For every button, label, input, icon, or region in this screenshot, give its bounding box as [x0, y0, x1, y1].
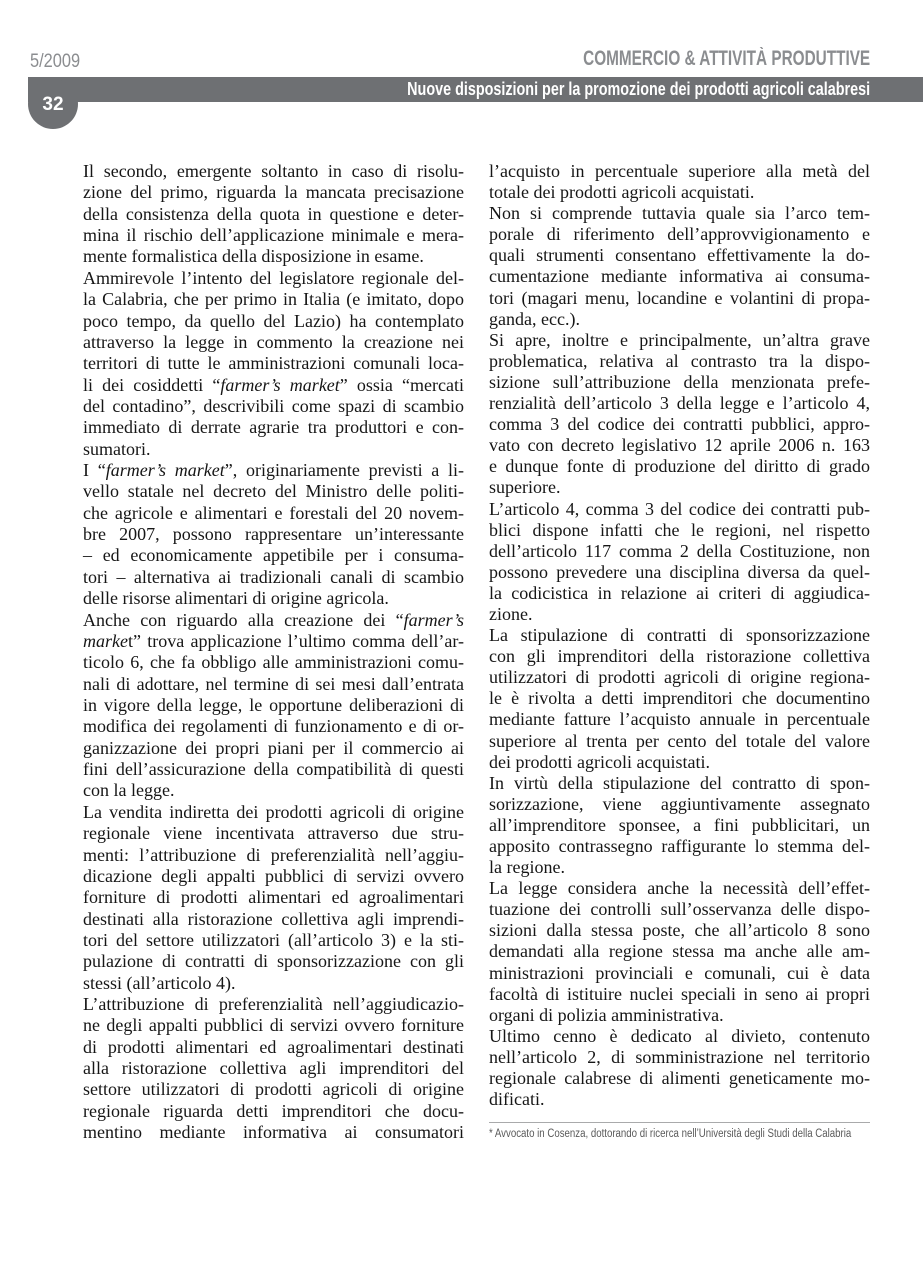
text-line: regionale riguarda detti imprenditori che docu-	[83, 1100, 464, 1121]
paragraph	[489, 499, 870, 626]
text-line: mente formalistica della disposizione in esame.	[83, 246, 424, 267]
text-line: bre 2007, possono rappresentare un’interessante	[83, 524, 464, 545]
text-line: che agricole e alimentari e forestali del 20 novem-	[83, 502, 464, 523]
text-line: superiore al trenta per cento del totale del valore	[489, 730, 870, 751]
text-line: comma 3 del codice dei contratti pubblici, appro-	[489, 414, 870, 435]
paragraph	[489, 330, 870, 499]
text-line: tuazione dei controlli sull’osservanza delle dispo-	[489, 899, 870, 920]
text-line: tori – alternativa ai tradizionali canali di scambio	[83, 566, 464, 587]
text-line: dei prodotti agricoli acquistati.	[489, 751, 710, 772]
text-line: tori (magari menu, locandine e volantini di propa-	[489, 287, 870, 308]
text-line: facoltà di istituire nuclei speciali in seno ai propri	[489, 983, 870, 1004]
text-line: mentino mediante informativa ai consumatori	[83, 1122, 464, 1143]
text-run: li dei cosiddetti “	[83, 374, 221, 395]
text-line: immediato di derrate agrarie tra produttori e con-	[83, 417, 464, 438]
text-line: l’acquisto in percentuale superiore alla metà del	[489, 161, 870, 181]
section-title-box	[583, 48, 870, 70]
text-line: ganda, ecc.).	[489, 308, 580, 329]
text-run: ” ossia “mercati	[339, 374, 464, 395]
text-line: la codicistica in relazione ai criteri di aggiudica-	[489, 582, 870, 603]
text-line: le è rivolta a detti imprenditori che documentino	[489, 688, 870, 709]
text-line: sorizzazione, viene aggiuntivamente assegnato	[489, 793, 870, 814]
text-line: In virtù della stipulazione del contratto di spon-	[489, 772, 870, 793]
text-line: poco tempo, da quello del Lazio) ha contemplato	[83, 310, 464, 331]
issue-label-box	[30, 51, 80, 73]
text-line: La vendita indiretta dei prodotti agricoli di origine	[83, 801, 464, 822]
text-line	[83, 460, 464, 481]
text-line: all’imprenditore sponsee, a fini pubblicitari, un	[489, 814, 870, 835]
text-line: fini dell’assicurazione della compatibilità di questi	[83, 759, 464, 780]
text-line: ministrazioni provinciali e comunali, cui è data	[489, 962, 870, 983]
article-title-box	[407, 77, 870, 102]
text-line: stessi (all’articolo 4).	[83, 972, 236, 993]
text-run: Anche con riguardo alla creazione dei “	[83, 609, 404, 630]
text-line: di prodotti alimentari ed agroalimentari destinati	[83, 1036, 464, 1057]
left-column	[83, 161, 464, 1144]
text-run: t” trova applicazione l’ultimo comma dell’ar-	[127, 630, 464, 651]
text-line: L’articolo 4, comma 3 del codice dei contratti pub-	[489, 498, 870, 519]
text-line: con gli imprenditori della ristorazione collettiva	[489, 646, 870, 667]
text-line: quali strumenti consentano effettivamente la do-	[489, 245, 870, 266]
text-line: attraverso la legge in commento la creazione nei	[83, 331, 464, 352]
page-number-badge	[28, 79, 78, 129]
text-line: zione del primo, riguarda la mancata precisazione	[83, 182, 464, 203]
text-line: possono prevedere una disciplina diversa da quel-	[489, 561, 870, 582]
text-line: sizioni dalla stessa poste, che all’articolo 8 sono	[489, 920, 870, 941]
text-line: pulazione di contratti di sponsorizzazione con gli	[83, 951, 464, 972]
text-line: Ammirevole l’intento del legislatore regionale del-	[83, 267, 464, 288]
footnote-rule	[489, 1122, 870, 1123]
section-title: COMMERCIO & ATTIVITÀ PRODUTTIVE	[582, 47, 870, 70]
text-line: vello statale nel decreto del Ministro delle politi-	[83, 481, 464, 502]
article-title: Nuove disposizioni per la promozione dei prodotti agricoli calabresi	[407, 79, 870, 99]
paragraph	[83, 161, 464, 268]
text-line: apposito contrassegno raffigurante lo stemma del-	[489, 836, 870, 856]
italic-text: farmer’s	[403, 609, 464, 630]
text-line: mediante fatture l’acquisto annuale in percentuale	[489, 709, 870, 730]
text-line: con la legge.	[83, 780, 175, 801]
paragraph	[489, 1026, 870, 1110]
text-line: la Calabria, che per primo in Italia (e imitato, dopo	[83, 289, 464, 310]
text-line: L’attribuzione di preferenzialità nell’aggiudicazio-	[83, 994, 464, 1015]
paragraph	[83, 460, 464, 610]
paragraph	[489, 773, 870, 878]
text-line: alla ristorazione collettiva agli imprenditori del	[83, 1058, 464, 1079]
italic-text: farmer’s market	[105, 460, 225, 481]
text-line: regionale viene incentivata attraverso due stru-	[83, 823, 464, 844]
text-line: porale di riferimento dell’approvvigionamento e	[489, 224, 870, 245]
text-line: Non si comprende tuttavia quale sia l’arco tem-	[489, 203, 870, 224]
text-line: organi di polizia amministrativa.	[489, 1004, 724, 1025]
text-line: nell’articolo 2, di somministrazione nel territorio	[489, 1046, 870, 1067]
text-line: mina il rischio dell’applicazione minimale e mera-	[83, 225, 464, 246]
paragraph	[489, 625, 870, 773]
paragraph	[489, 203, 870, 330]
text-line: del contadino”, descrivibili come spazi di scambio	[83, 395, 464, 416]
text-line: renzialità dell’articolo 3 della legge e l’articolo 4,	[489, 393, 870, 414]
text-line: dificati.	[489, 1089, 545, 1110]
issue-number: 5/2009	[30, 51, 81, 72]
text-line: nali di adottare, nel termine di sei mesi dall’entrata	[83, 673, 464, 694]
right-column	[489, 161, 870, 1110]
paragraph	[83, 610, 464, 802]
text-line: vato con decreto legislativo 12 aprile 2006 n. 163	[489, 435, 870, 456]
text-line: La stipulazione di contratti di sponsorizzazione	[489, 625, 870, 646]
text-line: territori di tutte le amministrazioni comunali loca-	[83, 353, 464, 374]
text-line: ne degli appalti pubblici di servizi ovvero forniture	[83, 1015, 464, 1036]
text-line: sizione sull’attribuzione della menzionata prefe-	[489, 371, 870, 392]
text-line: forniture di prodotti alimentari ed agroalimentari	[83, 887, 464, 908]
italic-text: marke	[83, 630, 128, 651]
text-line: la regione.	[489, 857, 565, 878]
text-line: delle risorse alimentari di origine agricola.	[83, 588, 389, 609]
text-line: tori del settore utilizzatori (all’articolo 3) e la sti-	[83, 929, 464, 950]
paragraph	[83, 268, 464, 460]
paragraph	[83, 994, 464, 1144]
text-line	[83, 375, 464, 396]
paragraph	[83, 802, 464, 994]
text-line: in vigore della legge, le opportune deliberazioni di	[83, 694, 464, 715]
text-run: ”, originariamente previsti a li-	[224, 460, 464, 481]
page-number: 32	[42, 93, 64, 115]
text-line: della consistenza della quota in questione e deter-	[83, 203, 464, 224]
footnote: * Avvocato in Cosenza, dottorando di ricerca nell’Università degli Studi della Calabria	[489, 1128, 852, 1140]
text-line: ganizzazione dei propri piani per il commercio ai	[83, 737, 464, 758]
footnote-box	[489, 1127, 851, 1142]
text-line: cumentazione mediante informativa ai consuma-	[489, 266, 870, 287]
text-line: utilizzatori di prodotti agricoli di origine regiona-	[489, 667, 870, 688]
text-line: ticolo 6, che fa obbligo alle amministrazioni comu-	[83, 652, 464, 673]
text-line	[83, 631, 464, 652]
text-line: modifica dei regolamenti di funzionamento e di or-	[83, 716, 464, 737]
text-line: La legge considera anche la necessità dell’effet-	[489, 878, 870, 899]
text-line: e dunque fonte di produzione del diritto di grado	[489, 456, 870, 477]
text-line: Ultimo cenno è dedicato al divieto, contenuto	[489, 1025, 870, 1046]
text-line: totale dei prodotti agricoli acquistati.	[489, 182, 755, 203]
text-line: destinati alla ristorazione collettiva agli imprendi-	[83, 908, 464, 929]
italic-text: farmer’s market	[220, 374, 340, 395]
text-line: zione.	[489, 603, 533, 624]
text-run: I “	[83, 460, 106, 481]
text-line: problematica, relativa al contrasto tra la dispo-	[489, 350, 870, 371]
text-line: regionale calabrese di alimenti geneticamente mo-	[489, 1068, 870, 1089]
text-line	[83, 610, 464, 631]
text-line: – ed economicamente appetibile per i consuma-	[83, 545, 464, 566]
text-line: blici dispone infatti che le regioni, nel rispetto	[489, 519, 870, 540]
paragraph	[489, 161, 870, 203]
text-line: settore utilizzatori di prodotti agricoli di origine	[83, 1079, 464, 1100]
text-line: Il secondo, emergente soltanto in caso di risolu-	[83, 161, 464, 181]
paragraph	[489, 878, 870, 1026]
text-line: dicazione degli appalti pubblici di servizi ovvero	[83, 865, 464, 886]
text-line: demandati alla regione stessa ma anche alle am-	[489, 941, 870, 962]
text-line: menti: l’attribuzione di preferenzialità nell’aggiu-	[83, 844, 464, 865]
text-line: Si apre, inoltre e principalmente, un’altra grave	[489, 329, 870, 350]
text-line: superiore.	[489, 477, 561, 498]
text-line: sumatori.	[83, 438, 151, 459]
text-line: dell’articolo 117 comma 2 della Costituzione, non	[489, 540, 870, 561]
